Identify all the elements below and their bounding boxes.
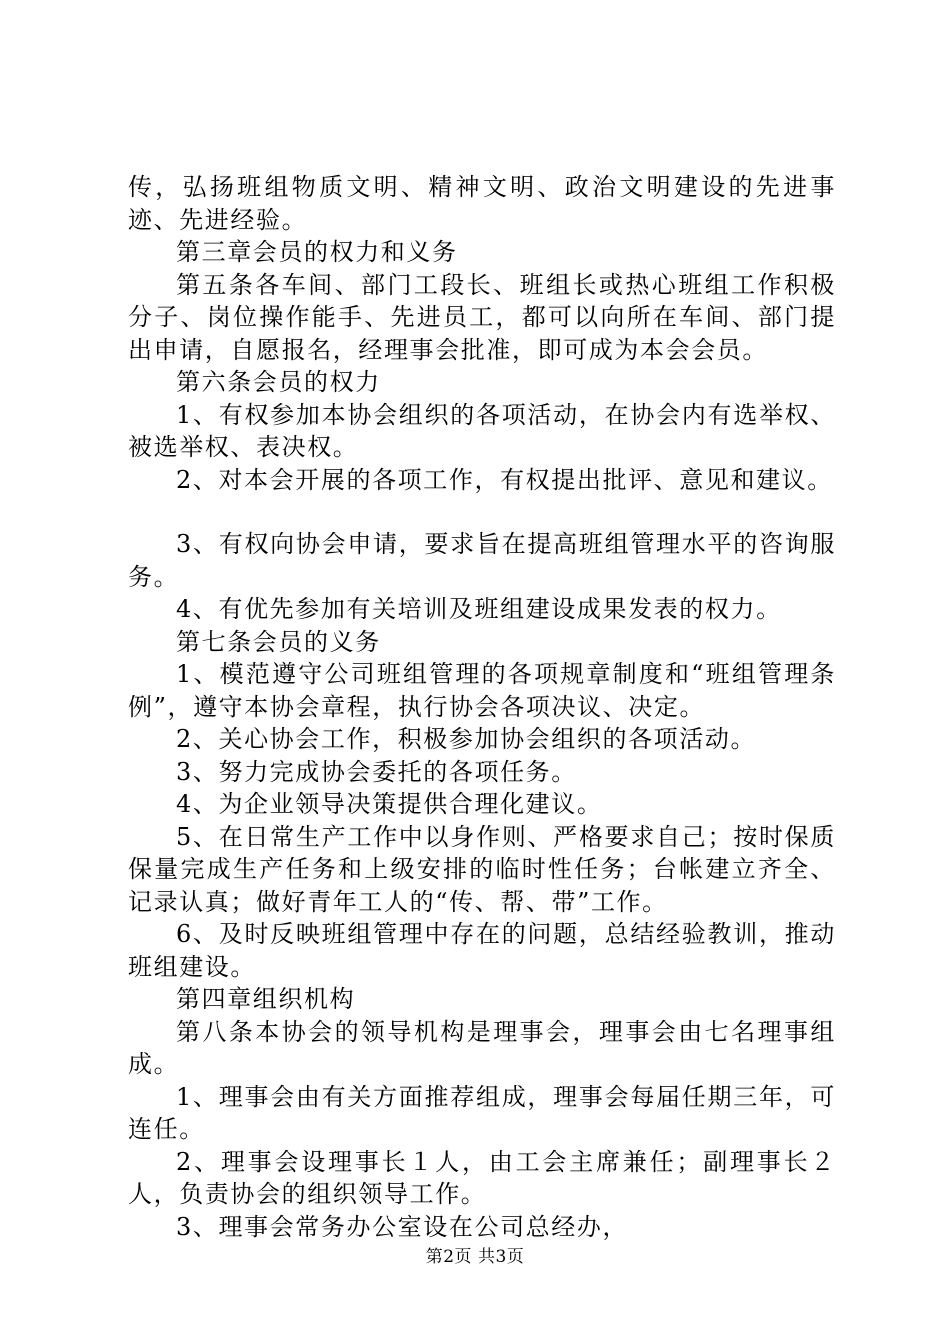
chapter-heading: 第四章组织机构 bbox=[176, 985, 356, 1013]
paragraph: 传，弘扬班组物质文明、精神文明、政治文明建设的先进事迹、先进经验。 bbox=[128, 173, 836, 234]
chapter-heading: 第三章会员的权力和义务 bbox=[176, 238, 458, 266]
blank-line bbox=[128, 496, 836, 528]
list-item: 1、模范遵守公司班组管理的各项规章制度和“班组管理条例”，遵守本协会章程，执行协会各项决议、决定。 bbox=[128, 660, 836, 721]
list-item: 6、及时反映班组管理中存在的问题，总结经验教训，推动班组建设。 bbox=[128, 920, 836, 981]
list-item: 1、理事会由有关方面推荐组成，理事会每届任期三年，可连任。 bbox=[128, 1082, 836, 1143]
list-item: 5、在日常生产工作中以身作则、严格要求自己；按时保质保量完成生产任务和上级安排的临时性任务；台帐建立齐全、记录认真；做好青年工人的“传、帮、带”工作。 bbox=[128, 822, 836, 916]
list-item: 1、有权参加本协会组织的各项活动，在协会内有选举权、被选举权、表决权。 bbox=[128, 400, 836, 461]
list-item: 2、关心协会工作，积极参加协会组织的各项活动。 bbox=[176, 725, 757, 753]
list-item: 3、有权向协会申请，要求旨在提高班组管理水平的咨询服务。 bbox=[128, 530, 836, 591]
paragraph: 第五条各车间、部门工段长、班组长或热心班组工作积极分子、岗位操作能手、先进员工，都可以向所在车间、部门提出申请，自愿报名，经理事会批准，即可成为本会会员。 bbox=[128, 270, 836, 364]
list-item: 3、理事会常务办公室设在公司总经办， bbox=[176, 1212, 629, 1241]
article-heading: 第六条会员的权力 bbox=[176, 368, 381, 396]
list-item: 4、有优先参加有关培训及班组建设成果发表的权力。 bbox=[176, 595, 782, 623]
list-item: 2、理事会设理事长１人，由工会主席兼任；副理事长２人，负责协会的组织领导工作。 bbox=[128, 1147, 836, 1208]
list-item: 3、努力完成协会委托的各项任务。 bbox=[176, 757, 577, 786]
list-item: 2、对本会开展的各项工作，有权提出批评、意见和建议。 bbox=[176, 465, 833, 494]
list-item: 4、为企业领导决策提供合理化建议。 bbox=[176, 790, 603, 818]
paragraph: 第八条本协会的领导机构是理事会，理事会由七名理事组成。 bbox=[128, 1017, 836, 1078]
article-heading: 第七条会员的义务 bbox=[176, 627, 381, 656]
page-number: 第2页 共3页 bbox=[425, 1247, 525, 1267]
document-body bbox=[128, 171, 836, 1243]
